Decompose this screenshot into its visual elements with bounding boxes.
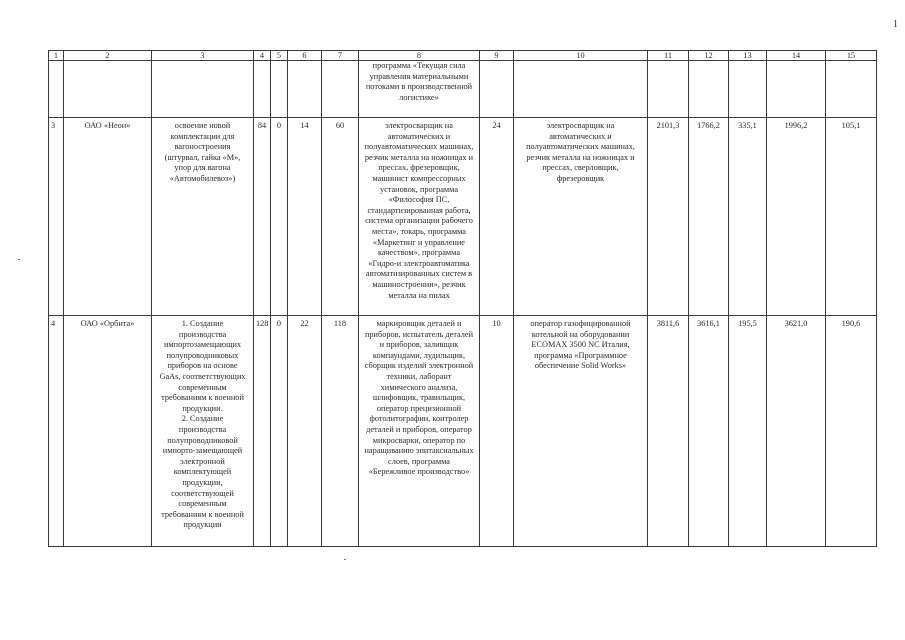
column-number-2: 2 [64,51,152,61]
column-number-row [49,51,877,61]
table-cell-col-13: 335,1 [729,118,767,316]
table-cell-col-5 [271,61,288,118]
table-cell-col-8: маркировщик деталей и приборов, испытатель деталей и приборов, заливщик компаундами, лудильщик, сборщик изделий электронной техники, лаборант химического анализа, шлифовщик, травильщик, оператор прецизионной фотолитографии, контролер деталей и приборов, оператор микросварки, оператор по наращиванию эпитаксиальных слоев, программа «Бережливое производство» [359,316,480,547]
table-cell-col-7 [322,61,359,118]
scan-speck [344,559,346,560]
table-cell-col-15: 190,6 [826,316,877,547]
table-cell-col-5: 0 [271,316,288,547]
table-cell-col-3: освоение новой комплектации для вагоностроения (штурвал, гайка «М», упор для вагона «Автомобилевоз») [152,118,254,316]
table-cell-col-11 [648,61,689,118]
table-cell-col-14: 1996,2 [767,118,826,316]
table-cell-col-3: 1. Создание производства импортозамещающих полупроводниковых приборов на основе GaAs, соответствующих современным требованиям к военной продукции. 2. Создание производства полупроводниковой импорто-замещающей электронной комплектующей продукции, соответствующей современным требованиям к военной продукции [152,316,254,547]
table-cell-col-7: 60 [322,118,359,316]
table-cell-col-11: 3811,6 [648,316,689,547]
column-number-5: 5 [271,51,288,61]
table-cell-col-2: ОАО «Орбита» [64,316,152,547]
table-cell-col-6: 14 [288,118,322,316]
table-cell-col-9: 10 [480,316,514,547]
table-cell-col-7: 118 [322,316,359,547]
table-cell-col-14: 3621,0 [767,316,826,547]
table-cell-col-13: 195,5 [729,316,767,547]
column-number-1: 1 [49,51,64,61]
table-cell-col-2: ОАО «Неон» [64,118,152,316]
column-number-10: 10 [514,51,648,61]
column-number-8: 8 [359,51,480,61]
column-number-15: 15 [826,51,877,61]
table-cell-col-4: 84 [254,118,271,316]
table-cell-col-4: 128 [254,316,271,547]
column-number-6: 6 [288,51,322,61]
table-cell-col-6: 22 [288,316,322,547]
table-cell-col-8: программа «Текущая сила управления материальными потоками в производственной логистике» [359,61,480,118]
table-cell-col-12: 3616,1 [689,316,729,547]
table-cell-col-15 [826,61,877,118]
column-number-11: 11 [648,51,689,61]
scan-speck [18,259,20,260]
table-cell-col-4 [254,61,271,118]
data-table [48,50,877,547]
table-cell-col-1: 3 [49,118,64,316]
column-number-13: 13 [729,51,767,61]
table-row [49,316,877,547]
column-number-7: 7 [322,51,359,61]
table-cell-col-5: 0 [271,118,288,316]
table-cell-col-14 [767,61,826,118]
column-number-3: 3 [152,51,254,61]
table-cell-col-6 [288,61,322,118]
table-row [49,118,877,316]
table-cell-col-12: 1766,2 [689,118,729,316]
table-cell-col-9: 24 [480,118,514,316]
table-cell-col-8: электросварщик на автоматических и полуавтоматических машинах, резчик металла на ножницах и прессах, фрезеровщик, машинист компрессорных установок, программа «Философия ПС, стандартизированная работа, система организации рабочего места», токарь, программа «Маркетинг и управление качеством», программа «Гидро-и электроавтоматика автоматизированных систем в машиностроении», резчик металла на пилах [359,118,480,316]
table-cell-col-10: электросварщик на автоматических и полуавтоматических машинах, резчик металла на ножницах и прессах, сверловщик, фрезеровщик [514,118,648,316]
table-cell-col-1 [49,61,64,118]
table-cell-col-11: 2101,3 [648,118,689,316]
table-cell-col-9 [480,61,514,118]
column-number-4: 4 [254,51,271,61]
column-number-14: 14 [767,51,826,61]
table-row [49,61,877,118]
table-cell-col-3 [152,61,254,118]
table-cell-col-12 [689,61,729,118]
table-cell-col-10: оператор газофицированной котельной на оборудовании ECOMAX 3500 NC Италия, программа «Программное обеспечение Solid Works» [514,316,648,547]
column-number-9: 9 [480,51,514,61]
table-cell-col-13 [729,61,767,118]
table-cell-col-15: 105,1 [826,118,877,316]
column-number-12: 12 [689,51,729,61]
table-cell-col-1: 4 [49,316,64,547]
table-cell-col-2 [64,61,152,118]
page-number: 1 [893,19,898,30]
table-cell-col-10 [514,61,648,118]
